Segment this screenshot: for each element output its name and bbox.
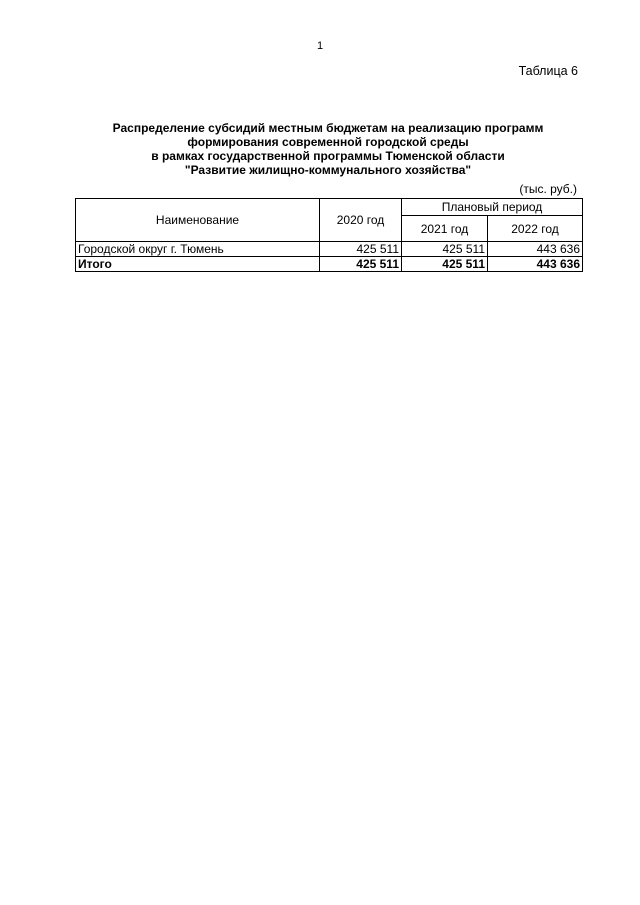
total-2021: 425 511 (402, 257, 488, 272)
cell-2020: 425 511 (320, 242, 402, 257)
title-line: в рамках государственной программы Тюменской области (151, 149, 505, 163)
header-2021: 2021 год (402, 216, 488, 242)
header-2022: 2022 год (488, 216, 583, 242)
document-title (0, 121, 640, 177)
title-line: формирования современной городской среды (187, 135, 469, 149)
total-2022: 443 636 (488, 257, 583, 272)
units-label: (тыс. руб.) (519, 182, 577, 196)
cell-name: Городской округ г. Тюмень (76, 242, 320, 257)
table-header-row (76, 199, 583, 216)
total-label: Итого (76, 257, 320, 272)
cell-2021: 425 511 (402, 242, 488, 257)
table-label: Таблица 6 (518, 64, 578, 78)
title-line: "Развитие жилищно-коммунального хозяйства" (184, 163, 472, 177)
header-name: Наименование (76, 199, 320, 242)
page-number: 1 (316, 40, 324, 52)
subsidy-table (75, 198, 583, 272)
header-2020: 2020 год (320, 199, 402, 242)
table-total-row (76, 257, 583, 272)
header-planned-period: Плановый период (402, 199, 583, 216)
table-row (76, 242, 583, 257)
cell-2022: 443 636 (488, 242, 583, 257)
total-2020: 425 511 (320, 257, 402, 272)
title-line: Распределение субсидий местным бюджетам на реализацию программ (112, 121, 544, 135)
